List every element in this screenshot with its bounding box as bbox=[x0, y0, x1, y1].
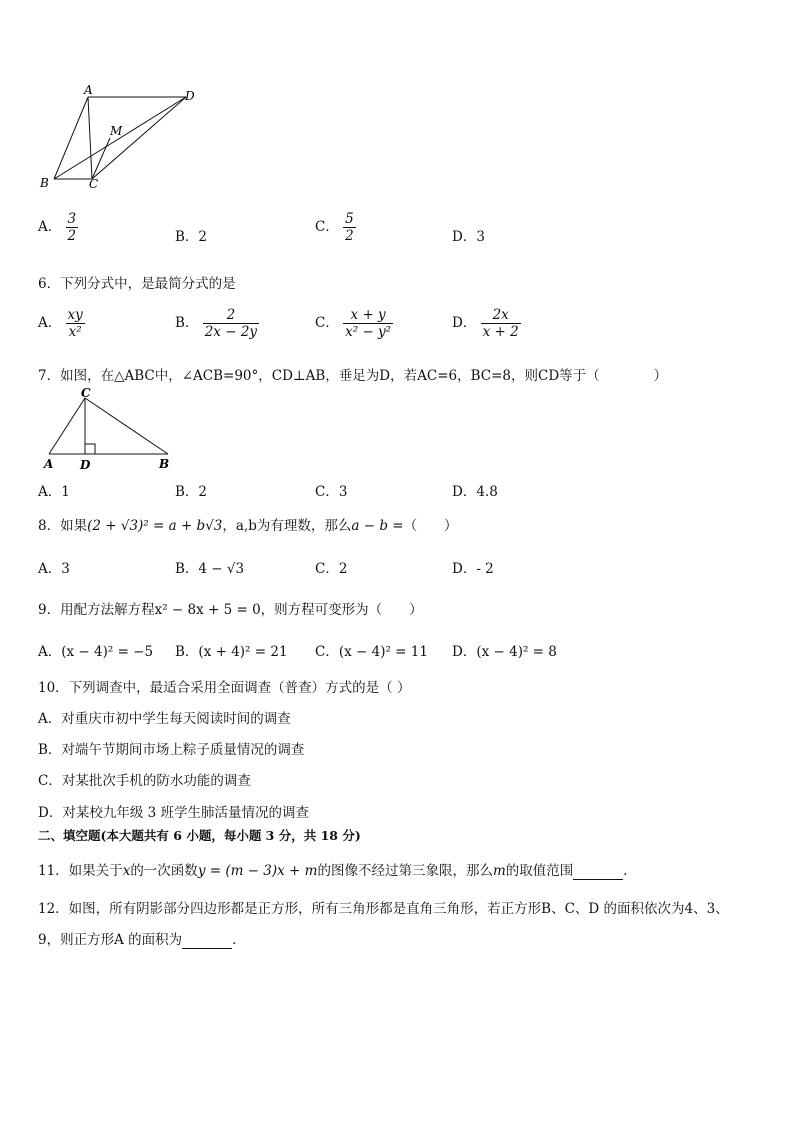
fraction: $\frac{5}{2}$ bbox=[345, 211, 354, 244]
q7-option-c: C．3 bbox=[315, 484, 348, 500]
q5-label-B: B bbox=[40, 176, 49, 190]
fraction: $\frac{3}{2}$ bbox=[67, 211, 77, 244]
answer-blank[interactable] bbox=[573, 863, 623, 880]
q9-option-b: B．(x + 4)² = 21 bbox=[175, 644, 288, 660]
q5-label-C: C bbox=[89, 177, 99, 191]
q8-option-a: A．3 bbox=[38, 561, 70, 577]
q6-option-c: C． $\frac{x + y}{\text{x² − y²}}$ bbox=[315, 307, 392, 340]
q7-label-D: D bbox=[80, 458, 91, 472]
q5-option-d: D．3 bbox=[452, 229, 485, 245]
q6-option-b: B． $\frac{2}{2x - 2y}$ bbox=[175, 307, 258, 340]
q8-stem: 8．如果(2 + √3)² = a + b√3，a,b为有理数，那么a − b =（ ） bbox=[38, 518, 458, 534]
q6-option-d: D． $\frac{2x}{x + 2}$ bbox=[452, 307, 519, 340]
q8-option-c: C．2 bbox=[315, 561, 348, 577]
q10-option-c: C．对某批次手机的防水功能的调查 bbox=[38, 773, 251, 789]
q7-stem: 7．如图，在△ABC中，∠ACB=90°，CD⊥AB，垂足为D，若AC=6，BC=8，则CD等于（ ） bbox=[38, 368, 668, 384]
q5-option-a: A． $\frac{3}{2}$ bbox=[38, 211, 77, 244]
q12-line2: 9，则正方形A 的面积为 ． bbox=[38, 932, 246, 948]
q7-label-A: A bbox=[44, 457, 54, 471]
q5-label-A: A bbox=[84, 83, 93, 97]
q5-option-b: B．2 bbox=[175, 229, 208, 245]
q8-option-b: B．4 − √3 bbox=[175, 561, 245, 577]
q6-option-a: A． $\frac{xy}{\text{x²}}$ bbox=[38, 307, 83, 340]
q7-option-a: A．1 bbox=[38, 484, 70, 500]
q9-option-a: A．(x − 4)² = −5 bbox=[38, 644, 154, 660]
q7-label-B: B bbox=[159, 457, 170, 471]
q11-stem: 11．如果关于x的一次函数y = (m − 3)x + m的图像不经过第三象限，那么m的取值范围 . bbox=[38, 863, 628, 879]
q10-option-b: B．对端午节期间市场上粽子质量情况的调查 bbox=[38, 742, 305, 758]
section-heading: 二、填空题(本大题共有 6 小题，每小题 3 分，共 18 分) bbox=[38, 828, 361, 843]
q9-option-d: D．(x − 4)² = 8 bbox=[452, 644, 557, 660]
q6-stem: 6．下列分式中，是最简分式的是 bbox=[38, 276, 236, 292]
q5-label-M: M bbox=[110, 124, 123, 138]
q7-figure bbox=[38, 386, 183, 474]
q5-label-D: D bbox=[185, 89, 195, 103]
q7-label-C: C bbox=[81, 386, 91, 400]
answer-blank[interactable] bbox=[182, 932, 232, 949]
q7-option-b: B．2 bbox=[175, 484, 208, 500]
q12-line1: 12．如图，所有阴影部分四边形都是正方形，所有三角形都是直角三角形，若正方形B、C、D 的面积依次为4、3、 bbox=[38, 901, 729, 917]
q5-option-c: C． $\frac{5}{2}$ bbox=[315, 211, 354, 244]
q9-option-c: C．(x − 4)² = 11 bbox=[315, 644, 428, 660]
q8-option-d: D．- 2 bbox=[452, 561, 494, 577]
q10-stem: 10．下列调查中，最适合采用全面调查（普查）方式的是（ ） bbox=[38, 680, 411, 696]
q10-option-a: A．对重庆市初中学生每天阅读时间的调查 bbox=[38, 711, 291, 727]
q9-stem: 9．用配方法解方程x² − 8x + 5 = 0，则方程可变形为（ ） bbox=[38, 602, 423, 618]
q10-option-d: D．对某校九年级 3 班学生肺活量情况的调查 bbox=[38, 805, 309, 821]
q5-figure bbox=[30, 82, 210, 194]
q7-option-d: D．4.8 bbox=[452, 484, 498, 500]
